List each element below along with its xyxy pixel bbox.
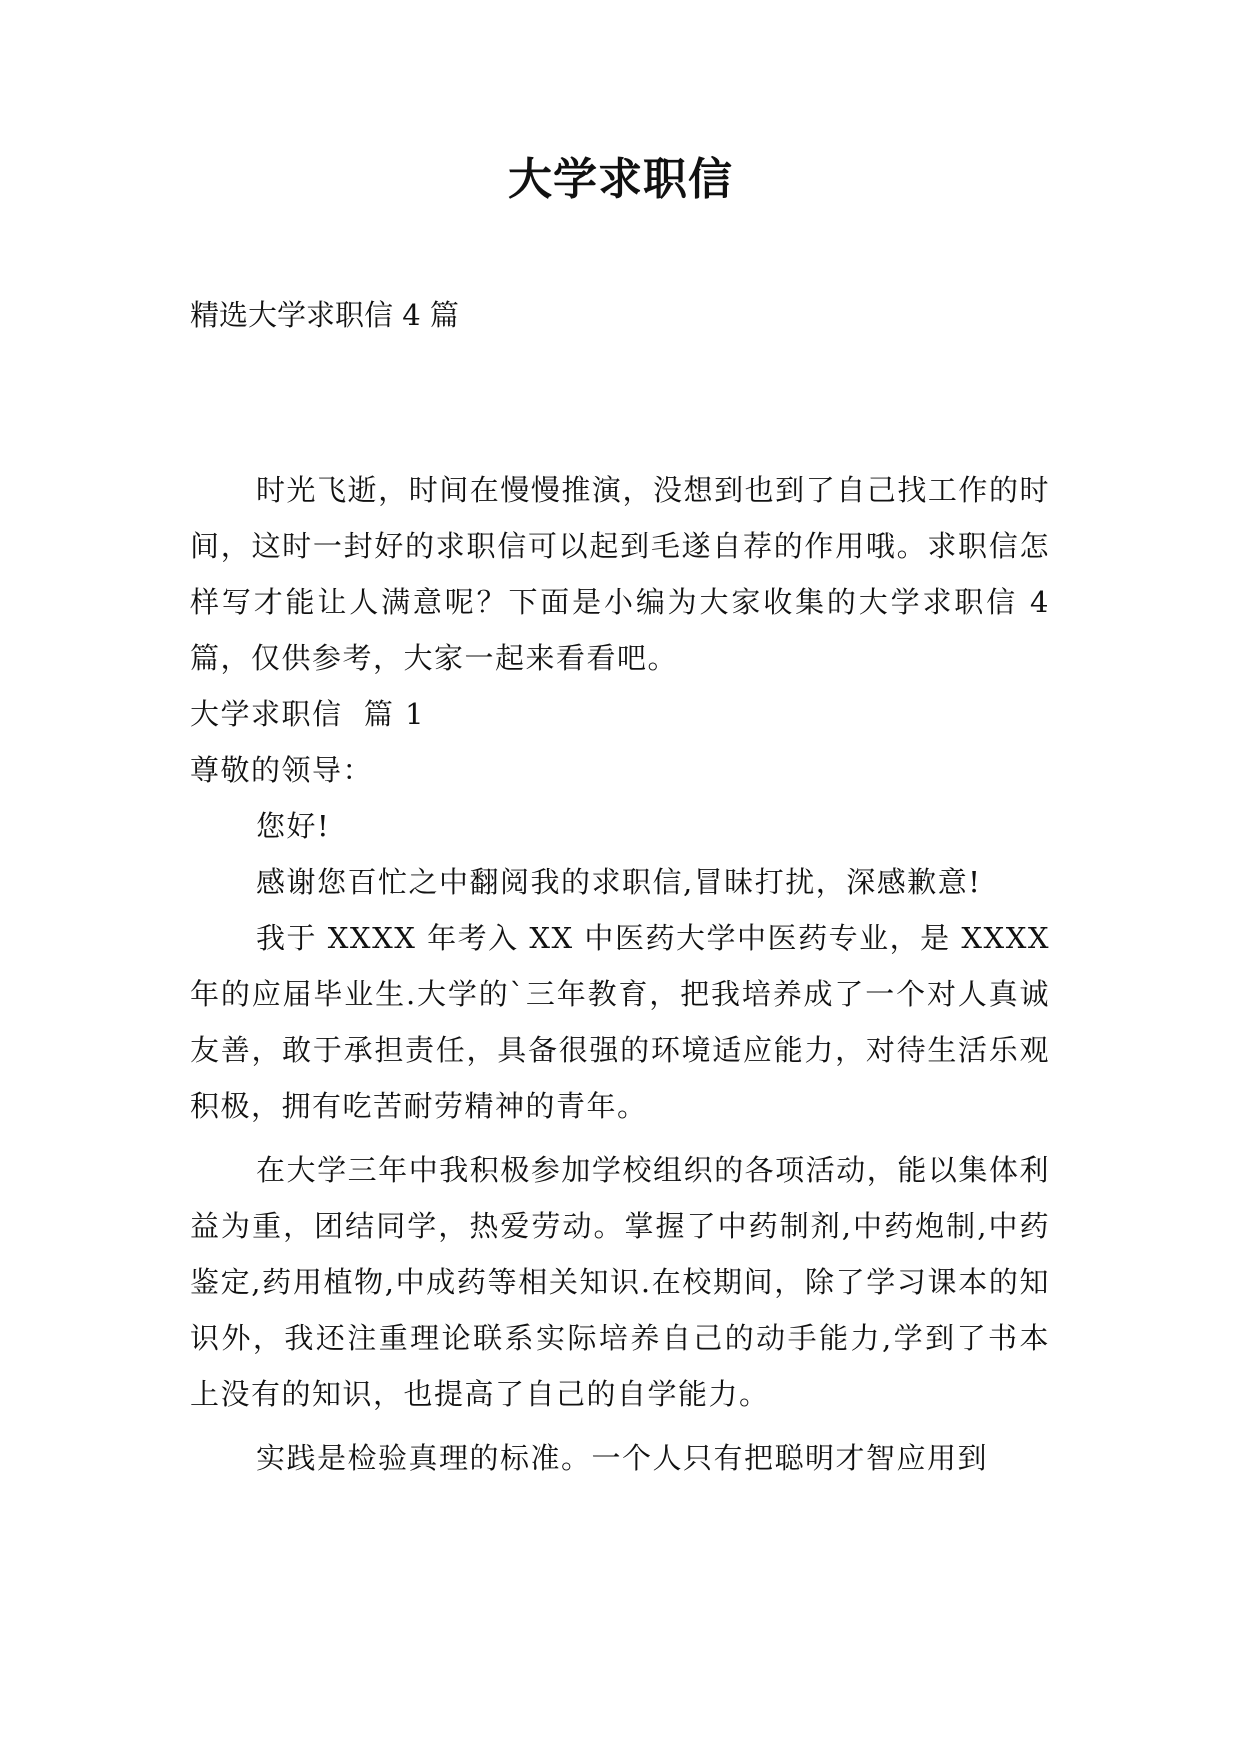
body-paragraph: 实践是检验真理的标准。一个人只有把聪明才智应用到 <box>256 1441 989 1475</box>
document-subtitle: 精选大学求职信 4 篇 <box>190 298 459 332</box>
body-paragraph: 感谢您百忙之中翻阅我的求职信,冒昧打扰，深感歉意! <box>256 865 982 899</box>
body-paragraph: 我于 XXXX 年考入 XX 中医药大学中医药专业，是 XXXX 年的应届毕业生.大学的`三年教育，把我培养成了一个对人真诚友善，敢于承担责任，具备很强的环境适应能力，对待生活乐观积极，拥有吃苦耐劳精神的青年。 <box>190 921 1050 1123</box>
document-body <box>190 462 1050 1486</box>
document-title: 大学求职信 <box>508 154 733 205</box>
salutation: 尊敬的领导： <box>190 753 374 787</box>
intro-paragraph: 时光飞逝，时间在慢慢推演，没想到也到了自己找工作的时间，这时一封好的求职信可以起到毛遂自荐的作用哦。求职信怎样写才能让人满意呢？下面是小编为大家收集的大学求职信 4 篇，仅供参考，大家一起来看看吧。 <box>190 473 1050 675</box>
body-paragraph: 在大学三年中我积极参加学校组织的各项活动，能以集体利益为重，团结同学，热爱劳动。掌握了中药制剂,中药炮制,中药鉴定,药用植物,中成药等相关知识.在校期间，除了学习课本的知识外，我还注重理论联系实际培养自己的动手能力,学到了书本上没有的知识，也提高了自己的自学能力。 <box>190 1153 1050 1411</box>
greeting: 您好! <box>256 809 331 843</box>
section-heading: 大学求职信 篇 1 <box>190 697 426 731</box>
